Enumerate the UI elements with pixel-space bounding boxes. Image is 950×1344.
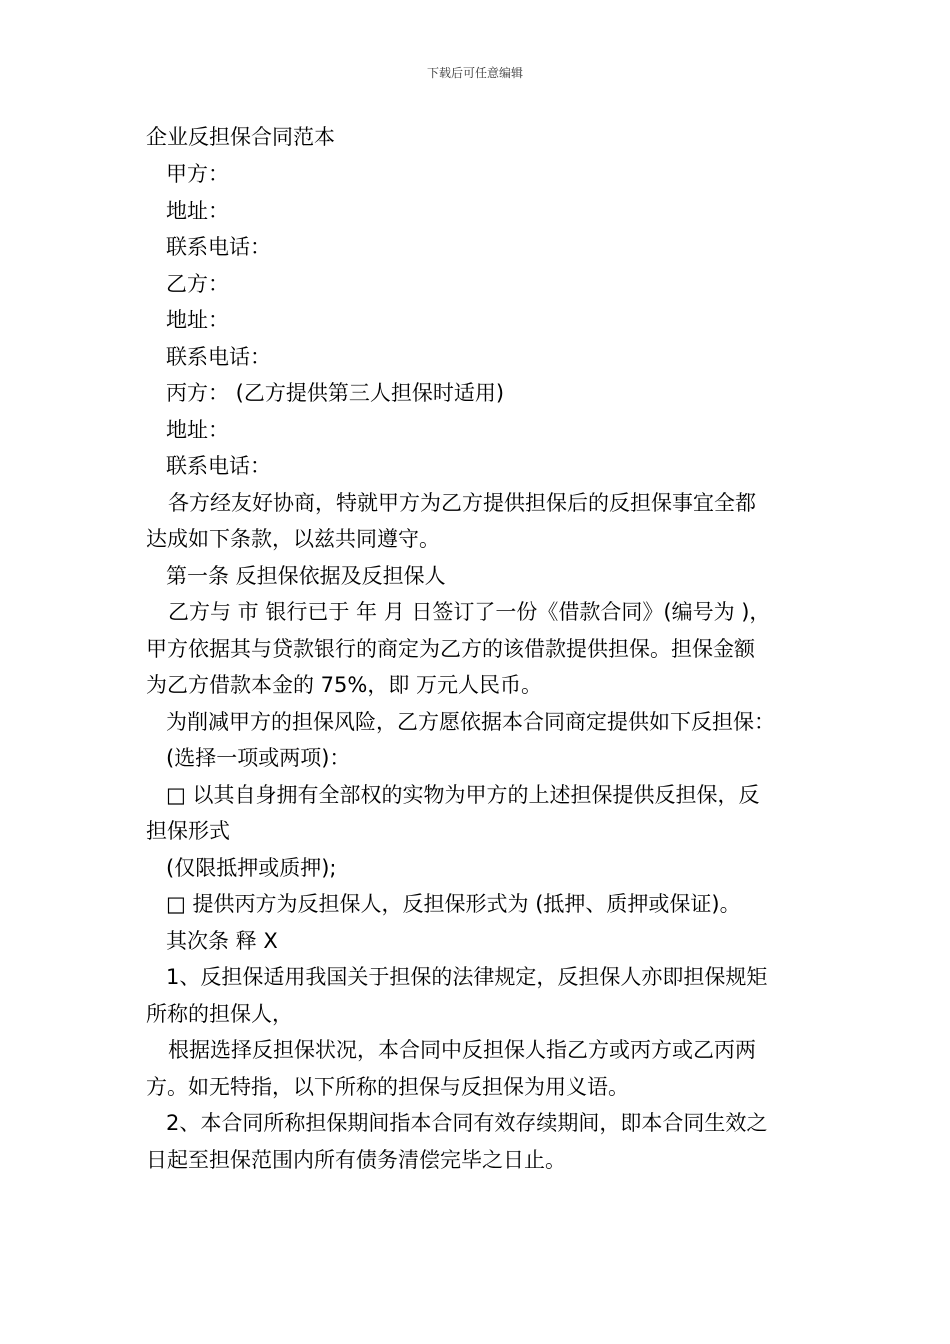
party-b-address: 地址： xyxy=(166,308,229,332)
paragraph-line: 1、反担保适用我国关于担保的法律规定，反担保人亦即担保规矩 xyxy=(166,965,768,989)
page-header: 下载后可任意编辑 xyxy=(426,66,523,80)
paragraph-line: 方。如无特指，以下所称的担保与反担保为用义语。 xyxy=(146,1074,629,1099)
party-c-phone: 联系电话： xyxy=(166,454,271,478)
article-heading: 第一条 反担保依据及反担保人 xyxy=(166,563,446,588)
paragraph-line: (选择一项或两项)： xyxy=(166,746,351,770)
party-a-label: 甲方： xyxy=(166,162,229,186)
party-c-address: 地址： xyxy=(166,417,229,442)
paragraph-line: 2、本合同所称担保期间指本合同有效存续期间，即本合同生效之 xyxy=(166,1111,768,1135)
paragraph-line: 各方经友好协商，特就甲方为乙方提供担保后的反担保事宜全都 xyxy=(168,490,756,515)
document-body xyxy=(146,156,808,1178)
paragraph-line: 乙方与 市 银行已于 年 月 日签订了一份《借款合同》(编号为 )， xyxy=(168,600,771,624)
article-heading: 其次条 释 X xyxy=(166,928,278,953)
paragraph-line: 甲方依据其与贷款银行的商定为乙方的该借款提供担保。担保金额 xyxy=(146,636,755,661)
party-c-label: 丙方： (乙方提供第三人担保时适用) xyxy=(166,381,505,405)
party-b-label: 乙方： xyxy=(166,271,229,296)
paragraph-line: 所称的担保人， xyxy=(146,1001,293,1026)
party-a-address: 地址： xyxy=(166,198,229,223)
paragraph-line: 为削减甲方的担保风险，乙方愿依据本合同商定提供如下反担保： xyxy=(166,709,775,734)
paragraph-line: (仅限抵押或质押); xyxy=(166,855,337,880)
party-b-phone: 联系电话： xyxy=(166,344,271,369)
paragraph-line: 达成如下条款，以兹共同遵守。 xyxy=(146,527,440,551)
paragraph-line: 担保形式 xyxy=(146,819,230,843)
document-title: 企业反担保合同范本 xyxy=(146,125,335,149)
paragraph-line: 日起至担保范围内所有债务清偿完毕之日止。 xyxy=(146,1147,566,1172)
party-a-phone: 联系电话： xyxy=(166,235,271,259)
checkbox-option-line: □ 提供丙方为反担保人，反担保形式为 (抵押、质押或保证)。 xyxy=(166,892,741,916)
checkbox-option-line: □ 以其自身拥有全部权的实物为甲方的上述担保提供反担保，反 xyxy=(166,782,760,807)
paragraph-line: 为乙方借款本金的 75%，即 万元人民币。 xyxy=(146,673,543,697)
paragraph-line: 根据选择反担保状况，本合同中反担保人指乙方或丙方或乙丙两 xyxy=(168,1038,756,1062)
